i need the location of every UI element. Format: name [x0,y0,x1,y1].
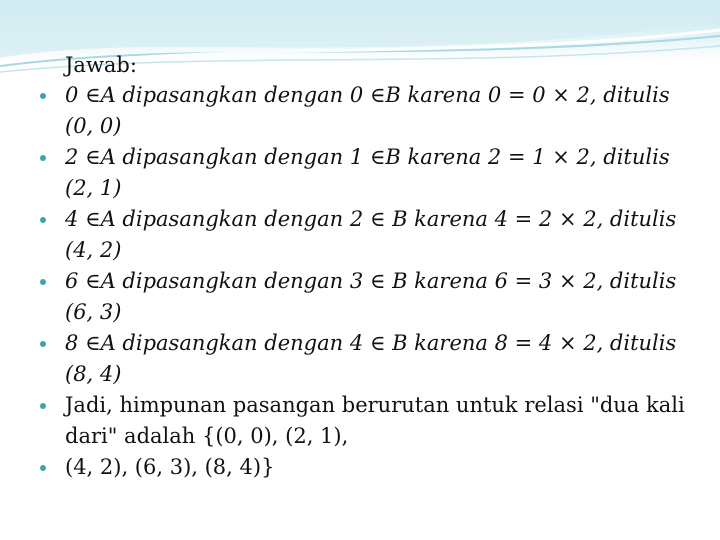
bullet-dot-icon [40,465,46,471]
bullet-dot-icon [40,93,46,99]
bullet-text: 2 ∈A dipasangkan dengan 1 ∈B karena 2 = 1 × 2, ditulis (2, 1) [65,145,670,200]
bullet-item-3 [40,204,690,266]
bullet-item-1 [40,80,690,142]
bullet-dot-icon [40,403,46,409]
bullet-item-5 [40,328,690,390]
bullet-text: Jadi, himpunan pasangan berurutan untuk relasi "dua kali dari" adalah {(0, 0), (2, 1), [65,393,685,448]
bullet-dot-icon [40,279,46,285]
bullet-text: 6 ∈A dipasangkan dengan 3 ∈ B karena 6 = 3 × 2, ditulis (6, 3) [65,269,677,324]
bullet-item-6 [40,390,690,452]
bullet-text: (4, 2), (6, 3), (8, 4)} [65,455,275,479]
answer-heading: Jawab: [65,53,137,77]
answer-bullet-list [40,80,690,483]
slide-content [40,50,690,483]
bullet-dot-icon [40,341,46,347]
bullet-item-2 [40,142,690,204]
bullet-text: 8 ∈A dipasangkan dengan 4 ∈ B karena 8 = 4 × 2, ditulis (8, 4) [65,331,677,386]
bullet-item-7 [40,452,690,483]
bullet-text: 0 ∈A dipasangkan dengan 0 ∈B karena 0 = 0 × 2, ditulis (0, 0) [65,83,670,138]
bullet-text: 4 ∈A dipasangkan dengan 2 ∈ B karena 4 = 2 × 2, ditulis (4, 2) [65,207,677,262]
bullet-item-4 [40,266,690,328]
bullet-dot-icon [40,217,46,223]
bullet-dot-icon [40,155,46,161]
